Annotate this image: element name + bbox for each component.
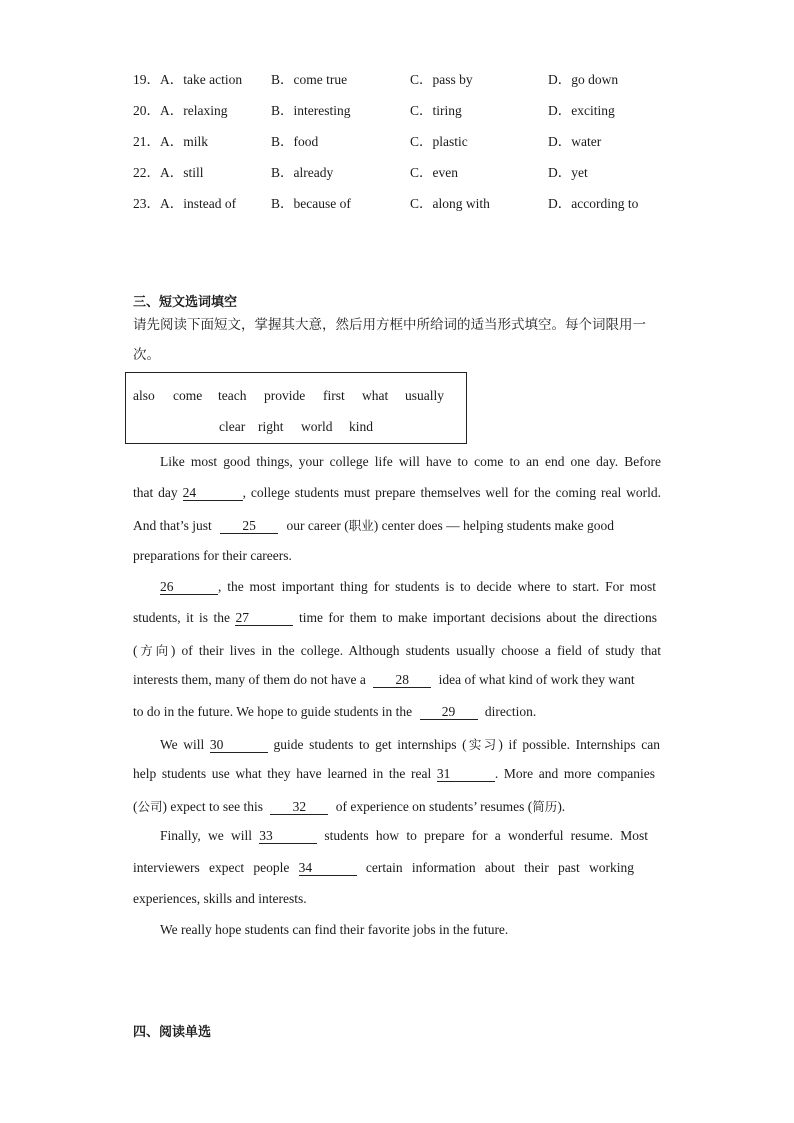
passage-line: that day 24 , college students must prepare themselves well for the coming real world. <box>133 485 661 500</box>
question-23-options <box>133 192 693 212</box>
section-3-instruction: 请先阅读下面短文，掌握其大意，然后用方框中所给词的适当形式填空。每个词限用一次。 <box>133 317 646 363</box>
blank-27[interactable]: 27 <box>235 611 293 626</box>
passage-line: Like most good things, your college life will have to come to an end one day. Before <box>160 454 661 469</box>
passage-line: We will 30 guide students to get internships (实习) if possible. Internships can <box>160 737 660 752</box>
blank-33[interactable]: 33 <box>259 829 317 844</box>
section-4-title: 四、阅读单选 <box>133 1025 212 1040</box>
passage-line: Finally, we will 33 students how to prepare for a wonderful resume. Most <box>160 828 649 843</box>
blank-34[interactable]: 34 <box>299 861 357 876</box>
passage-line: preparations for their careers. <box>133 548 292 563</box>
question-22-options <box>133 161 693 181</box>
option-b: B．food <box>271 134 319 149</box>
passage-line: experiences, skills and interests. <box>133 891 307 906</box>
option-c: C．along with <box>410 196 490 211</box>
blank-28[interactable]: 28 <box>373 673 431 688</box>
blank-25[interactable]: 25 <box>220 519 278 534</box>
passage-line: And that’s just 25 our career (职业) center does — helping students make good <box>133 518 615 533</box>
passage-line: to do in the future. We hope to guide students in the 29 direction. <box>133 704 537 719</box>
option-b: B．come true <box>271 72 348 87</box>
option-d: D．water <box>548 134 602 149</box>
passage-line: students, it is the 27 time for them to make important decisions about the directions <box>133 610 658 625</box>
passage-line: (方向) of their lives in the college. Although students usually choose a field of study that <box>133 643 661 658</box>
question-21-options <box>133 130 693 150</box>
word-bank-word: first <box>323 388 345 403</box>
question-19-options <box>133 68 693 88</box>
blank-24[interactable]: 24 <box>183 486 243 501</box>
word-bank-word: come <box>173 388 203 403</box>
option-d: D．exciting <box>548 103 615 118</box>
option-d: D．according to <box>548 196 639 211</box>
word-bank-word: provide <box>264 388 306 403</box>
word-bank-box <box>125 372 467 444</box>
option-c: C．pass by <box>410 72 473 87</box>
word-bank-word: right <box>258 419 284 434</box>
question-20-options <box>133 99 693 119</box>
option-d: D．yet <box>548 165 588 180</box>
option-c: C．even <box>410 165 458 180</box>
blank-32[interactable]: 32 <box>270 800 328 815</box>
blank-31[interactable]: 31 <box>437 767 495 782</box>
word-bank-word: usually <box>405 388 444 403</box>
blank-30[interactable]: 30 <box>210 738 268 753</box>
passage-line: interests them, many of them do not have a 28 idea of what kind of work they want <box>133 672 635 687</box>
word-bank-word: what <box>362 388 389 403</box>
option-a: 19．A．take action <box>133 72 243 87</box>
option-a: 23．A．instead of <box>133 196 237 211</box>
word-bank-word: also <box>133 388 155 403</box>
option-c: C．plastic <box>410 134 468 149</box>
section-3-title: 三、短文选词填空 <box>133 295 238 310</box>
passage-line: interviewers expect people 34 certain information about their past working <box>133 860 635 875</box>
option-c: C．tiring <box>410 103 462 118</box>
option-b: B．interesting <box>271 103 351 118</box>
option-a: 22．A．still <box>133 165 204 180</box>
word-bank-word: teach <box>218 388 247 403</box>
word-bank-word: world <box>301 419 333 434</box>
word-bank-word: clear <box>219 419 246 434</box>
passage-line: (公司) expect to see this 32 of experience on students’ resumes (简历). <box>133 799 566 814</box>
blank-26[interactable]: 26 <box>160 580 218 595</box>
option-a: 20．A．relaxing <box>133 103 228 118</box>
blank-29[interactable]: 29 <box>420 705 478 720</box>
passage-line: We really hope students can find their favorite jobs in the future. <box>160 922 509 937</box>
passage-line: 26 , the most important thing for students is to decide where to start. For most <box>160 579 656 594</box>
word-bank-word: kind <box>349 419 374 434</box>
option-b: B．because of <box>271 196 351 211</box>
option-a: 21．A．milk <box>133 134 209 149</box>
option-d: D．go down <box>548 72 619 87</box>
passage-line: help students use what they have learned in the real 31 . More and more companies <box>133 766 656 781</box>
option-b: B．already <box>271 165 334 180</box>
